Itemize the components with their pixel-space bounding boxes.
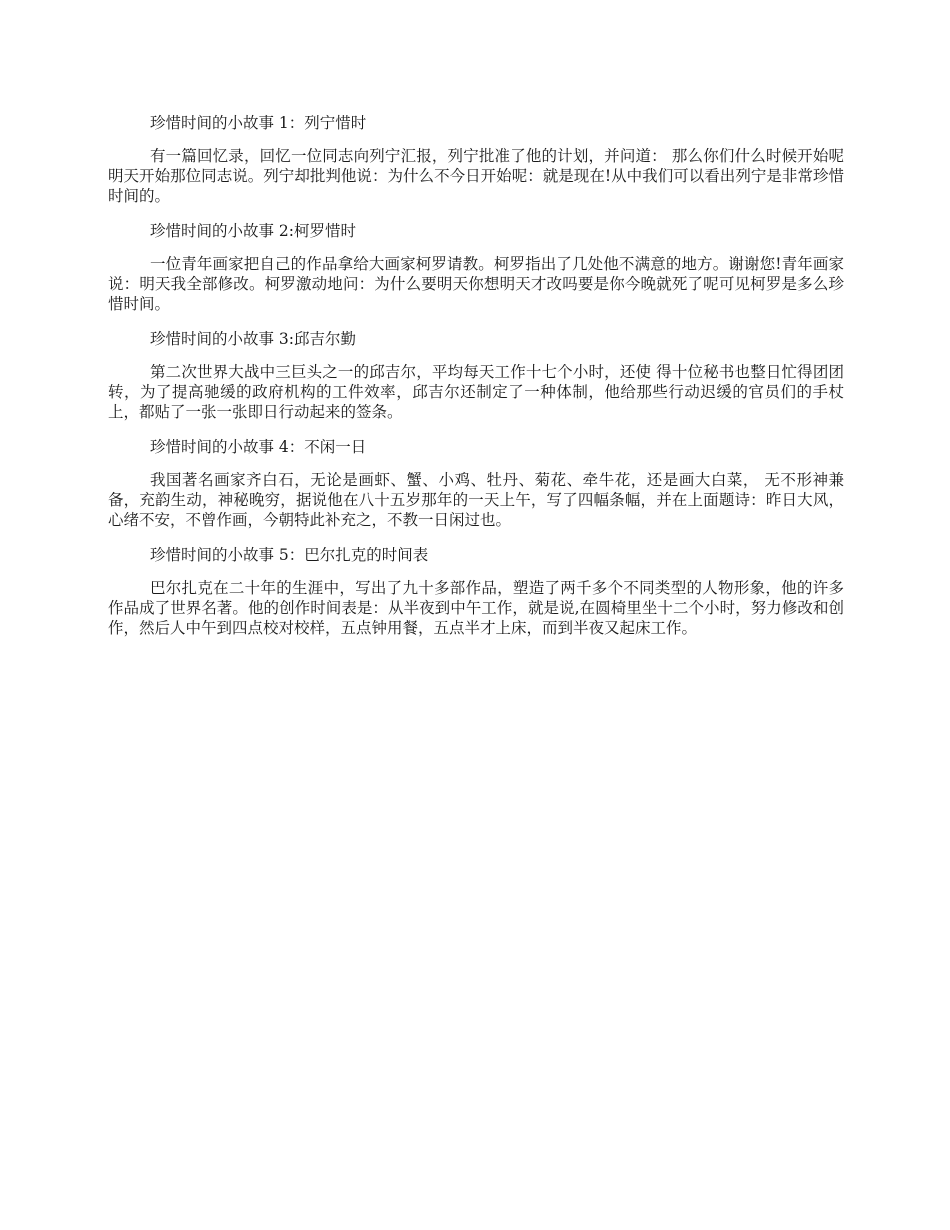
story-2 <box>108 220 844 314</box>
story-title: 珍惜时间的小故事 3:邱吉尔勤 <box>150 330 357 348</box>
story-5 <box>108 544 844 638</box>
document-page <box>108 112 844 652</box>
story-title: 珍惜时间的小故事 5：巴尔扎克的时间表 <box>150 546 429 564</box>
story-1 <box>108 112 844 206</box>
story-title: 珍惜时间的小故事 4：不闲一日 <box>150 438 367 456</box>
story-body: 一位青年画家把自己的作品拿给大画家柯罗请教。柯罗指出了几处他不满意的地方。谢谢您!青年画家说：明天我全部修改。柯罗激动地问：为什么要明天你想明天才改吗要是你今晚就死了呢可见柯罗是多么珍惜时间。 <box>108 255 844 313</box>
story-body: 巴尔扎克在二十年的生涯中，写出了九十多部作品，塑造了两千多个不同类型的人物形象，他的许多作品成了世界名著。他的创作时间表是：从半夜到中午工作，就是说,在圆椅里坐十二个小时，努力修改和创作，然后人中午到四点校对校样，五点钟用餐，五点半才上床，而到半夜又起床工作。 <box>108 579 844 637</box>
story-body: 有一篇回忆录，回忆一位同志向列宁汇报，列宁批准了他的计划，并问道： 那么你们什么时候开始呢明天开始那位同志说。列宁却批判他说：为什么不今日开始呢：就是现在!从中我们可以看出列宁是非常珍惜时间的。 <box>108 147 844 205</box>
story-body: 第二次世界大战中三巨头之一的邱吉尔，平均每天工作十七个小时，还使 得十位秘书也整日忙得团团转，为了提高驰缓的政府机构的工件效率，邱吉尔还制定了一种体制，他给那些行动迟缓的官员们的手杖上，都贴了一张一张即日行动起来的签条。 <box>108 363 844 421</box>
story-title: 珍惜时间的小故事 1：列宁惜时 <box>150 114 367 132</box>
story-3 <box>108 328 844 422</box>
story-body: 我国著名画家齐白石，无论是画虾、蟹、小鸡、牡丹、菊花、牵牛花，还是画大白菜， 无不形神兼备，充韵生动，神秘晚穷，据说他在八十五岁那年的一天上午，写了四幅条幅，并在上面题诗：昨日大风，心绪不安，不曾作画，今朝特此补充之，不教一日闲过也。 <box>108 471 844 529</box>
story-title: 珍惜时间的小故事 2:柯罗惜时 <box>150 222 357 240</box>
story-4 <box>108 436 844 530</box>
